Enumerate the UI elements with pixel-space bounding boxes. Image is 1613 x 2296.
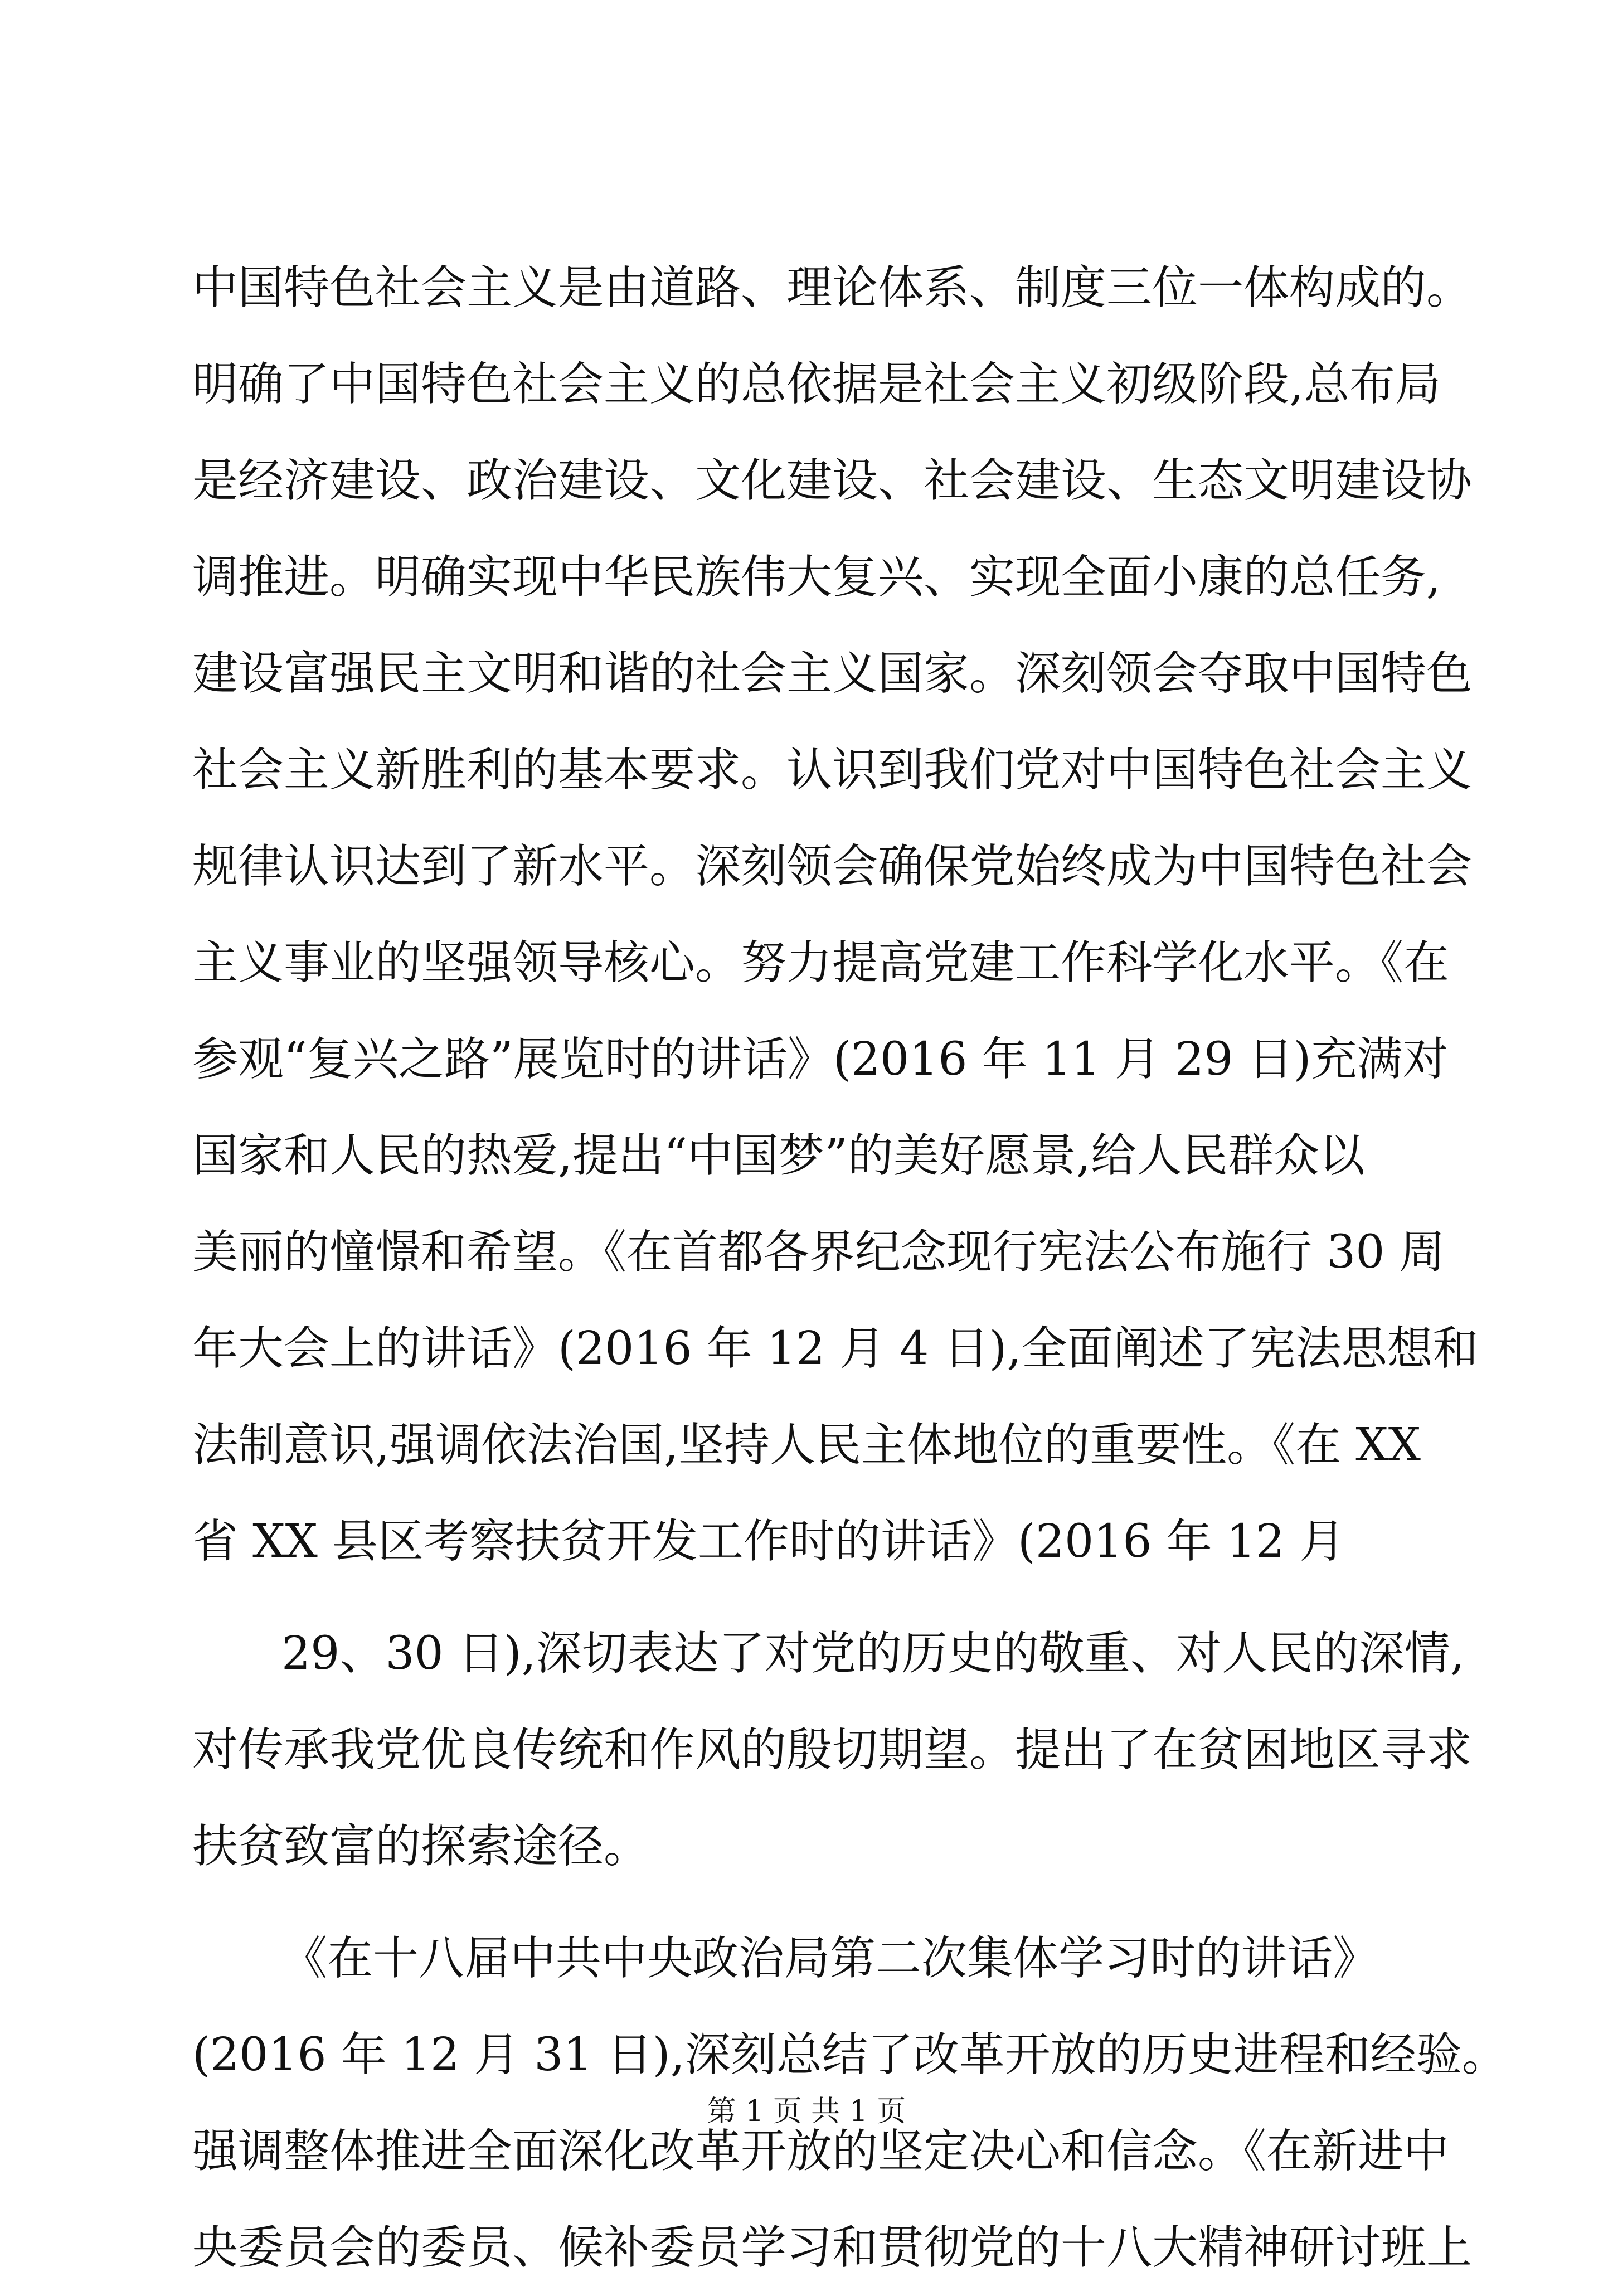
text-line: 扶贫致富的探索途径。 [192, 1820, 650, 1873]
text-line: 美丽的憧憬和希望。《在首都各界纪念现行宪法公布施行 30 周 [192, 1226, 1445, 1279]
text-line: 强调整体推进全面深化改革开放的坚定决心和信念。《在新进中 [192, 2125, 1450, 2178]
text-line: 调推进。明确实现中华民族伟大复兴、实现全面小康的总任务, [192, 551, 1441, 604]
text-line: 法制意识,强调依法治国,坚持人民主体地位的重要性。《在 XX [192, 1419, 1421, 1472]
text-line: 明确了中国特色社会主义的总依据是社会主义初级阶段,总布局 [192, 358, 1441, 411]
text-line: 省 XX 县区考察扶贫开发工作时的讲话》(2016 年 12 月 [192, 1515, 1345, 1568]
text-line: 中国特色社会主义是由道路、理论体系、制度三位一体构成的。 [192, 261, 1473, 314]
text-line: 建设富强民主文明和谐的社会主义国家。深刻领会夺取中国特色 [192, 647, 1473, 700]
text-line: 社会主义新胜利的基本要求。认识到我们党对中国特色社会主义 [192, 744, 1473, 797]
text-line: 国家和人民的热爱,提出“中国梦”的美好愿景,给人民群众以 [192, 1129, 1365, 1182]
text-line: 是经济建设、政治建设、文化建设、社会建设、生态文明建设协 [192, 454, 1473, 507]
text-line: 央委员会的委员、候补委员学习和贯彻党的十八大精神研讨班上 [192, 2221, 1473, 2274]
text-line: 对传承我党优良传统和作风的殷切期望。提出了在贫困地区寻求 [192, 1724, 1473, 1776]
text-line: 《在十八届中共中央政治局第二次集体学习时的讲话》 [281, 1932, 1379, 1985]
text-line: 规律认识达到了新水平。深刻领会确保党始终成为中国特色社会 [192, 840, 1473, 893]
body-text [192, 240, 1508, 2296]
text-line: (2016 年 12 月 31 日),深刻总结了改革开放的历史进程和经验。 [192, 2028, 1508, 2081]
text-line: 年大会上的讲话》(2016 年 12 月 4 日),全面阐述了宪法思想和 [192, 1322, 1479, 1375]
text-line: 主义事业的坚强领导核心。努力提高党建工作科学化水平。《在 [192, 936, 1450, 989]
text-line: 29、30 日),深切表达了对党的历史的敬重、对人民的深情, [281, 1627, 1465, 1680]
text-line: 参观“复兴之路”展览时的讲话》(2016 年 11 月 29 日)充满对 [192, 1033, 1449, 1086]
page-number-footer: 第 1 页 共 1 页 [707, 2095, 906, 2128]
